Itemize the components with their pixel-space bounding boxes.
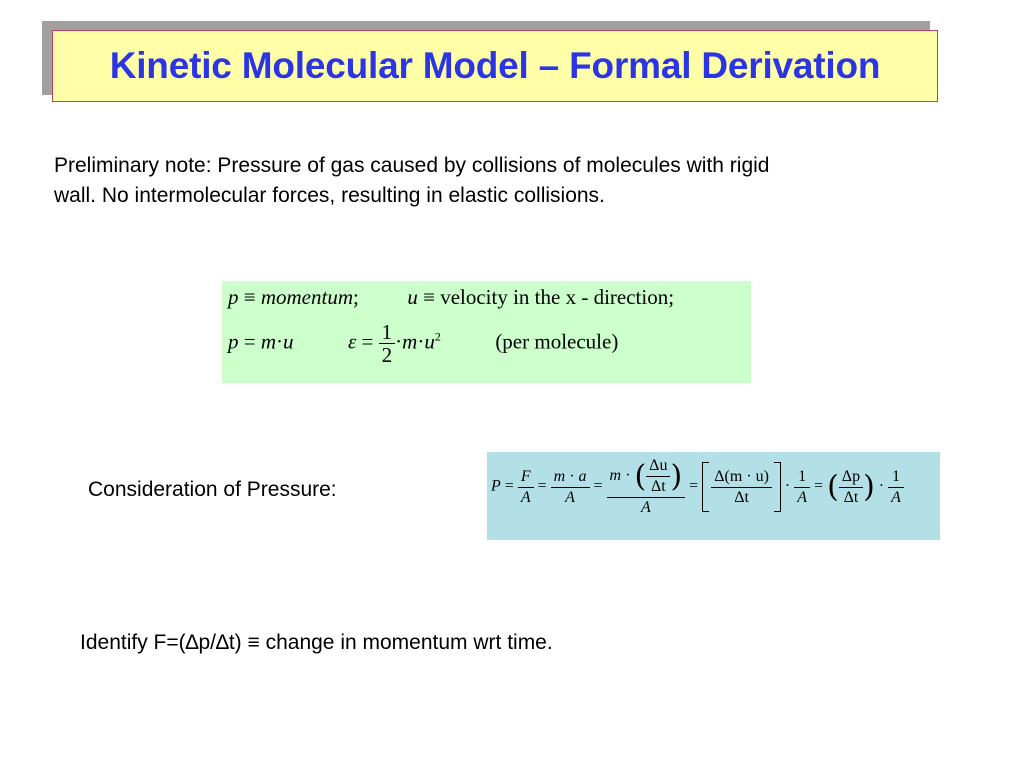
preliminary-note <box>54 151 954 211</box>
left-bracket <box>702 462 709 512</box>
epsilon-symbol: ε <box>348 329 357 354</box>
p-symbol: p <box>228 285 239 309</box>
semicolon: ; <box>353 285 359 309</box>
left-paren: ( <box>634 459 647 494</box>
one-1: 1 <box>798 467 807 485</box>
left-paren-2: ( <box>827 469 839 505</box>
pressure-label: Consideration of Pressure: <box>88 478 337 501</box>
note-line-1: Preliminary note: Pressure of gas caused by collisions of molecules with rigid <box>54 154 770 177</box>
title-box <box>52 30 938 102</box>
equals-3: = <box>593 477 603 495</box>
dot-operator: · <box>276 329 284 354</box>
one-2: 1 <box>892 467 901 485</box>
half-denominator: 2 <box>379 343 396 366</box>
half-numerator: 1 <box>381 320 393 344</box>
area-symbol-5: A <box>888 487 904 508</box>
area-symbol-2: A <box>551 487 590 508</box>
equals-5: = <box>814 477 824 495</box>
definitions-equation-box <box>222 281 751 383</box>
equals-1: = <box>504 477 514 495</box>
mass-symbol: m <box>553 467 566 485</box>
one-over-a-fraction-2 <box>888 467 904 508</box>
u-symbol-row2: u <box>283 329 294 354</box>
pressure-equation-box <box>487 452 940 540</box>
equiv-symbol: ≡ <box>243 285 256 309</box>
one-over-a-fraction-1 <box>794 467 810 508</box>
one-half-fraction <box>379 321 396 366</box>
m-symbol-2: m <box>402 329 418 354</box>
delta-p: Δp <box>841 467 861 485</box>
right-bracket <box>774 462 781 512</box>
u-symbol-2: u <box>424 329 435 354</box>
delta-u: Δu <box>649 457 668 474</box>
p-symbol-row2: p <box>228 329 239 354</box>
ma-over-a-fraction: $\frac{m \cdot a}{A}$ <box>551 467 590 508</box>
area-symbol-4: A <box>794 487 810 508</box>
slide-title: Kinetic Molecular Model – Formal Derivation <box>109 45 881 86</box>
note-line-2: wall. No intermolecular forces, resulting in elastic collisions. <box>54 184 605 207</box>
dot-operator-5: · <box>878 477 885 495</box>
mass-symbol-2: m <box>609 467 622 485</box>
du-dt-fraction <box>646 456 670 497</box>
m-du-dt-over-a-fraction: m · ( $\frac{\Delta u}{\Delta t}$ ) A <box>607 456 686 518</box>
f-over-a-fraction <box>518 467 534 508</box>
equals-4: = <box>689 477 699 495</box>
area-symbol-3: A <box>607 497 686 518</box>
equals-sign-2: = <box>361 329 374 354</box>
right-paren-2: ) <box>863 469 875 505</box>
velocity-definition: velocity in the x - direction; <box>440 285 675 309</box>
definitions-row-2 <box>228 321 618 366</box>
momentum-word: momentum <box>260 285 353 309</box>
delta-t-2: Δt <box>711 487 772 508</box>
equals-2: = <box>537 477 547 495</box>
u-symbol: u <box>407 285 418 309</box>
dot-operator-4: · <box>784 477 791 495</box>
delta-mu: Δ(m · u) <box>714 467 769 485</box>
dot-operator-3: · <box>417 329 425 354</box>
pressure-equation <box>491 456 904 518</box>
right-paren: ) <box>670 459 683 494</box>
identify-statement: Identify F=(∆p/∆t) ≡ change in momentum wrt time. <box>80 631 553 654</box>
pressure-symbol: P <box>491 477 501 495</box>
force-symbol: F <box>520 467 531 485</box>
dot-operator-2: · <box>395 329 403 354</box>
delta-t-1: Δt <box>646 476 670 497</box>
squared-exponent: 2 <box>434 329 441 344</box>
delta-t-3: Δt <box>839 487 863 508</box>
definitions-row-1 <box>228 285 674 310</box>
per-molecule-note: (per molecule) <box>495 329 619 354</box>
equiv-symbol-2: ≡ <box>423 285 435 309</box>
area-symbol-1: A <box>518 487 534 508</box>
m-symbol: m <box>260 329 277 354</box>
dmu-dt-fraction <box>711 467 772 508</box>
dp-dt-fraction <box>839 467 863 508</box>
equals-sign: = <box>243 329 256 354</box>
accel-symbol: a <box>578 467 587 485</box>
